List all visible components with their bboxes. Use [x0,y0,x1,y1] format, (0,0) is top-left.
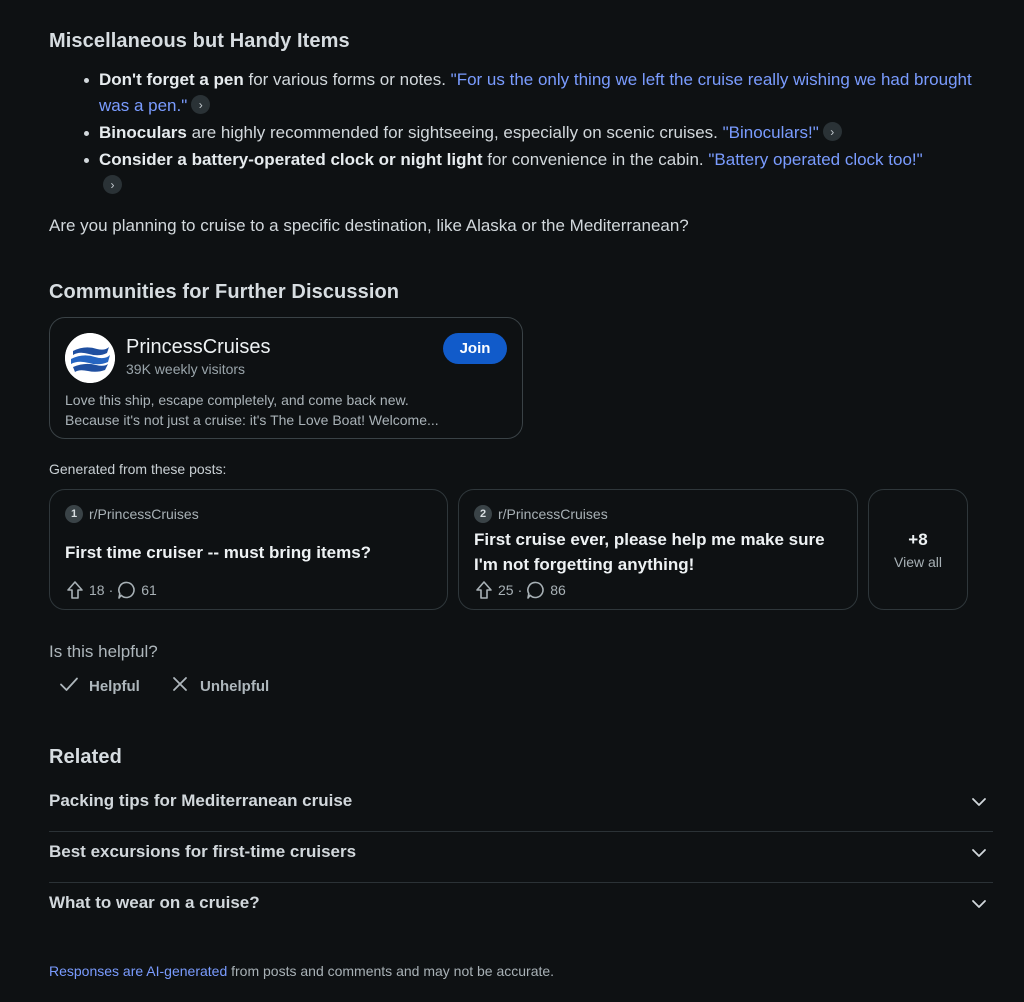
post-title[interactable]: First cruise ever, please help me make sure I'm not forgetting anything! [474,530,825,574]
community-card[interactable] [49,317,523,439]
related-item-label: Best excursions for first-time cruisers [49,841,357,861]
source-quote-link[interactable]: "For us the only thing we left the cruise really wishing we had brought was a pen." [99,70,972,115]
ai-disclaimer [49,963,554,979]
unhelpful-label: Unhelpful [200,677,270,695]
source-quote-link[interactable]: "Binoculars!" [722,123,819,142]
post-number-badge: 1 [65,505,83,523]
source-post-card[interactable] [49,489,448,610]
misc-items-heading: Miscellaneous but Handy Items [49,30,350,52]
chevron-right-icon[interactable]: › [103,175,122,194]
upvote-count: 25 [498,582,514,598]
disclaimer-text: from posts and comments and may not be accurate. [227,963,555,979]
related-item[interactable] [49,781,993,832]
list-item [99,147,999,199]
post-subreddit [474,505,608,523]
description-line: Love this ship, escape completely, and come back new. [65,392,409,408]
comment-count: 86 [550,582,566,598]
misc-items-list [99,67,999,200]
checkmark-icon [59,674,79,698]
follow-up-question: Are you planning to cruise to a specific destination, like Alaska or the Mediterranean? [49,216,689,235]
subreddit-name: r/PrincessCruises [89,506,199,522]
related-item[interactable] [49,883,993,934]
chevron-right-icon[interactable]: › [191,95,210,114]
related-list [49,781,993,934]
description-line: Because it's not just a cruise: it's The Love Boat! Welcome... [65,412,439,428]
item-bold: Don't forget a pen [99,70,244,89]
post-number-badge: 2 [474,505,492,523]
community-description [65,390,505,430]
view-all-label: View all [894,554,942,570]
subreddit-name: r/PrincessCruises [498,506,608,522]
comment-count: 61 [141,582,157,598]
item-bold: Binoculars [99,123,187,142]
view-all-posts-button[interactable] [868,489,968,610]
chevron-down-icon [971,896,987,917]
post-subreddit [65,505,199,523]
item-text: are highly recommended for sightseeing, especially on scenic cruises. [186,123,723,142]
ai-generated-link[interactable]: Responses are AI-generated [49,963,228,979]
post-title[interactable]: First time cruiser -- must bring items? [65,543,372,562]
related-heading: Related [49,746,122,768]
item-text: for convenience in the cabin. [482,150,709,169]
list-item [99,120,999,146]
generated-from-label: Generated from these posts: [49,461,227,477]
item-text: for various forms or notes. [243,70,451,89]
related-item-label: Packing tips for Mediterranean cruise [49,790,353,810]
comment-icon [526,580,546,600]
item-bold: Consider a battery-operated clock or night light [99,150,483,169]
more-posts-count: +8 [908,530,928,549]
chevron-right-icon[interactable]: › [823,122,842,141]
community-visitors: 39K weekly visitors [126,361,246,377]
list-item [99,67,999,119]
upvote-icon [474,580,494,600]
post-stats [474,580,566,600]
related-item-label: What to wear on a cruise? [49,893,260,912]
upvote-icon [65,580,85,600]
chevron-down-icon [971,845,987,866]
source-quote-link[interactable]: "Battery operated clock too!" [708,150,923,169]
comment-icon [117,580,137,600]
unhelpful-button[interactable] [170,675,269,697]
princess-cruises-logo [65,333,115,383]
post-stats [65,580,157,600]
join-button[interactable]: Join [443,333,507,364]
communities-heading: Communities for Further Discussion [49,281,400,303]
source-post-card[interactable] [458,489,858,610]
upvote-count: 18 [89,582,105,598]
related-item[interactable] [49,832,993,883]
helpful-label: Helpful [89,677,140,695]
helpful-button[interactable] [59,675,140,697]
chevron-down-icon [971,794,987,815]
close-icon [170,674,190,698]
helpful-question: Is this helpful? [49,642,158,661]
stat-separator: · [517,582,523,598]
community-name[interactable]: PrincessCruises [126,336,271,358]
stat-separator: · [108,582,114,598]
